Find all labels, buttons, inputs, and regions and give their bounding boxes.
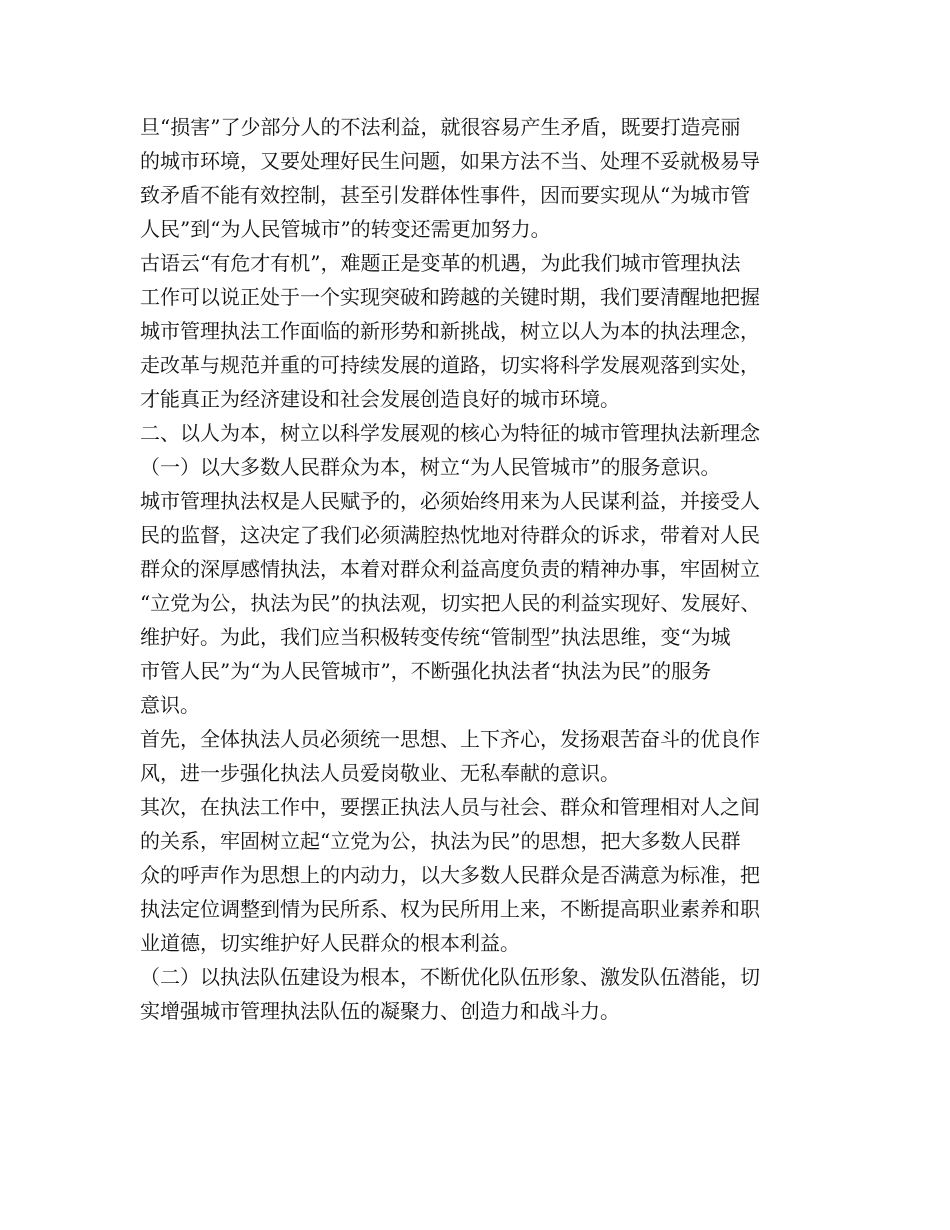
text-line: 意识。: [140, 693, 200, 717]
text-line: 实增强城市管理执法队伍的凝聚力、创造力和战斗力。: [140, 999, 620, 1023]
text-line: 工作可以说正处于一个实现突破和跨越的关键时期，我们要清醒地把握: [140, 285, 760, 309]
text-line: 执法定位调整到情为民所系、权为民所用上来，不断提高职业素养和职: [140, 897, 760, 921]
subsection-heading: （二）以执法队伍建设为根本，不断优化队伍形象、激发队伍潜能，切: [140, 965, 760, 989]
text-line: 城市管理执法工作面临的新形势和新挑战，树立以人为本的执法理念，: [140, 319, 760, 343]
text-line: 维护好。为此，我们应当积极转变传统“管制型”执法思维，变“为城: [140, 625, 731, 649]
document-body: [140, 110, 824, 1028]
text-line: 致矛盾不能有效控制，甚至引发群体性事件，因而要实现从“为城市管: [140, 183, 751, 207]
text-line: 的关系，牢固树立起“立党为公，执法为民”的思想，把大多数人民群: [140, 829, 741, 853]
text-line: 城市管理执法权是人民赋予的，必须始终用来为人民谋利益，并接受人: [140, 489, 760, 513]
text-line: 市管人民”为“为人民管城市”，不断强化执法者“执法为民”的服务: [140, 659, 712, 683]
text-line: 走改革与规范并重的可持续发展的道路，切实将科学发展观落到实处，: [140, 353, 760, 377]
subsection-heading: （一）以大多数人民群众为本，树立“为人民管城市”的服务意识。: [140, 455, 721, 479]
text-line: 民的监督，这决定了我们必须满腔热忱地对待群众的诉求，带着对人民: [140, 523, 760, 547]
text-line: 古语云“有危才有机”，难题正是变革的机遇，为此我们城市管理执法: [140, 251, 741, 275]
text-line: 业道德，切实维护好人民群众的根本利益。: [140, 931, 520, 955]
text-line: 人民”到“为人民管城市”的转变还需更加努力。: [140, 217, 551, 241]
text-line: 首先，全体执法人员必须统一思想、上下齐心，发扬艰苦奋斗的优良作: [140, 727, 760, 751]
text-line: 的城市环境，又要处理好民生问题，如果方法不当、处理不妥就极易导: [140, 149, 760, 173]
text-line: 风，进一步强化执法人员爱岗敬业、无私奉献的意识。: [140, 761, 620, 785]
text-line: 群众的深厚感情执法，本着对群众利益高度负责的精神办事，牢固树立: [140, 557, 760, 581]
text-line: 众的呼声作为思想上的内动力，以大多数人民群众是否满意为标准，把: [140, 863, 760, 887]
text-line: 其次，在执法工作中，要摆正执法人员与社会、群众和管理相对人之间: [140, 795, 760, 819]
text-line: 才能真正为经济建设和社会发展创造良好的城市环境。: [140, 387, 620, 411]
section-heading: 二、以人为本，树立以科学发展观的核心为特征的城市管理执法新理念: [140, 421, 760, 445]
text-line: 旦“损害”了少部分人的不法利益，就很容易产生矛盾，既要打造亮丽: [140, 115, 741, 139]
text-line: “立党为公，执法为民”的执法观，切实把人民的利益实现好、发展好、: [140, 591, 761, 615]
